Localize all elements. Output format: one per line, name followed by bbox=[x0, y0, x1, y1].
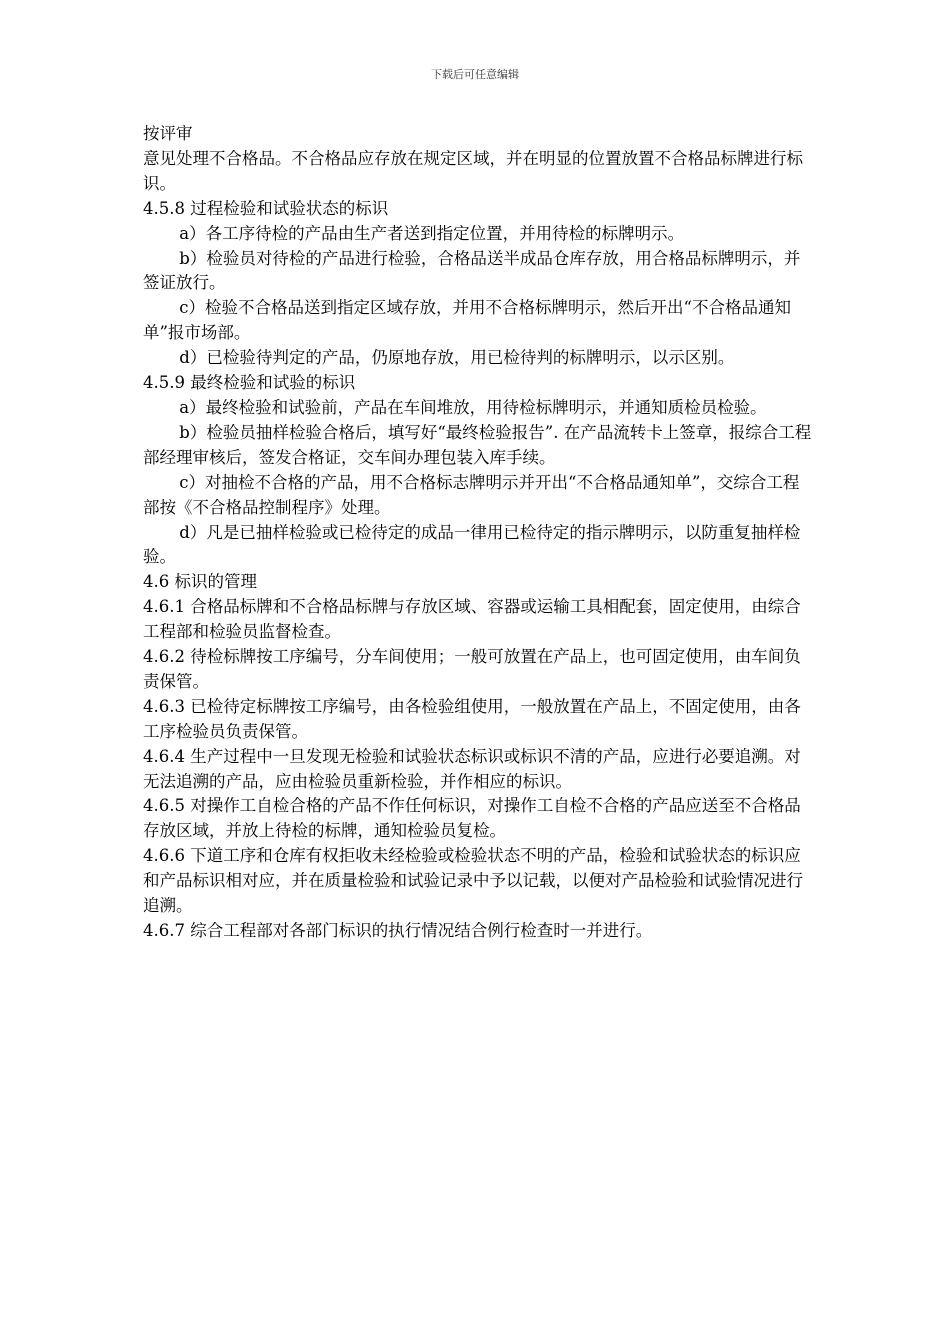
section-heading: 4.5.9 最终检验和试验的标识 bbox=[143, 373, 356, 393]
clause: 4.6.5 对操作工自检合格的产品不作任何标识，对操作工自检不合格的产品应送至不合格品存放区域，并放上待检的标牌，通知检验员复检。 bbox=[143, 796, 801, 841]
clause: 4.6.2 待检标牌按工序编号，分车间使用；一般可放置在产品上，也可固定使用，由车间负责保管。 bbox=[143, 647, 801, 691]
list-item: c）对抽检不合格的产品，用不合格标志牌明示并开出“不合格品通知单”，交综合工程部按《不合格品控制程序》处理。 bbox=[143, 472, 800, 517]
list-item: b）检验员抽样检验合格后，填写好“最终检验报告”. 在产品流转卡上签章，报综合工程部经理审核后，签发合格证，交车间办理包装入库手续。 bbox=[143, 422, 812, 467]
clause: 4.6.4 生产过程中一旦发现无检验和试验状态标识或标识不清的产品，应进行必要追溯。对无法追溯的产品，应由检验员重新检验，并作相应的标识。 bbox=[143, 746, 801, 791]
section-heading: 4.5.8 过程检验和试验状态的标识 bbox=[143, 198, 389, 218]
clause: 4.6.3 已检待定标牌按工序编号，由各检验组使用，一般放置在产品上，不固定使用，由各工序检验员负责保管。 bbox=[143, 696, 801, 741]
list-item: d）已检验待判定的产品，仍原地存放，用已检待判的标牌明示，以示区别。 bbox=[179, 348, 735, 368]
paragraph: 意见处理不合格品。不合格品应存放在规定区域，并在明显的位置放置不合格品标牌进行标识。 bbox=[143, 148, 803, 193]
list-item: b）检验员对待检的产品进行检验，合格品送半成品仓库存放，用合格品标牌明示，并签证放行。 bbox=[143, 248, 801, 293]
list-item: a）最终检验和试验前，产品在车间堆放，用待检标牌明示，并通知质检员检验。 bbox=[179, 397, 767, 417]
document-body bbox=[143, 122, 815, 944]
list-item: d）凡是已抽样检验或已检待定的成品一律用已检待定的指示牌明示，以防重复抽样检验。 bbox=[143, 522, 801, 567]
list-item: c）检验不合格品送到指定区域存放，并用不合格标牌明示，然后开出“不合格品通知单”报市场部。 bbox=[143, 298, 791, 343]
clause: 4.6.6 下道工序和仓库有权拒收未经检验或检验状态不明的产品，检验和试验状态的标识应和产品标识相对应，并在质量检验和试验记录中予以记载，以便对产品检验和试验情况进行追溯。 bbox=[143, 846, 803, 916]
clause: 4.6.1 合格品标牌和不合格品标牌与存放区域、容器或运输工具相配套，固定使用，由综合工程部和检验员监督检查。 bbox=[143, 597, 801, 642]
list-item: a）各工序待检的产品由生产者送到指定位置，并用待检的标牌明示。 bbox=[179, 223, 685, 243]
clause: 4.6.7 综合工程部对各部门标识的执行情况结合例行检查时一并进行。 bbox=[143, 921, 653, 940]
paragraph: 按评审 bbox=[143, 124, 193, 143]
page-header: 下载后可任意编辑 bbox=[431, 68, 519, 81]
section-heading: 4.6 标识的管理 bbox=[143, 572, 257, 592]
